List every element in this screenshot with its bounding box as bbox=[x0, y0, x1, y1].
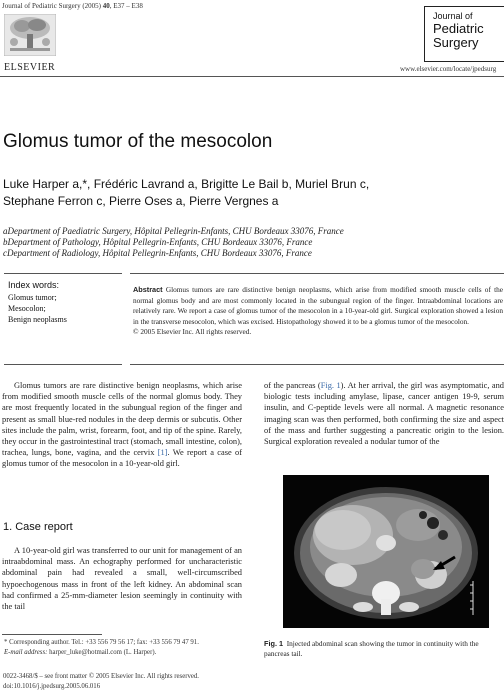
abstract bbox=[133, 285, 503, 338]
article-title: Glomus tumor of the mesocolon bbox=[3, 131, 273, 152]
issn-line: 0022-3468/$ – see front matter © 2005 Elsevier Inc. All rights reserved. bbox=[3, 673, 199, 680]
footnote-divider bbox=[2, 634, 102, 635]
authors-line-1: Luke Harper a,*, Frédéric Lavrand a, Brigitte Le Bail b, Muriel Brun c, bbox=[3, 177, 370, 191]
abstract-copyright: © 2005 Elsevier Inc. All rights reserved. bbox=[133, 327, 252, 336]
doi-line[interactable]: doi:10.1016/j.jpedsurg.2005.06.016 bbox=[3, 683, 101, 690]
intro-column bbox=[2, 380, 242, 470]
reference-link[interactable]: [1] bbox=[157, 448, 168, 458]
affiliation-b: bDepartment of Pathology, Hôpital Pellegrin-Enfants, CHU Bordeaux 33076, France bbox=[3, 237, 313, 247]
abstract-label: Abstract bbox=[133, 285, 163, 294]
header-divider bbox=[0, 76, 504, 77]
figure-caption-text: Injected abdominal scan showing the tumor in continuity with the pancreas tail. bbox=[264, 639, 479, 658]
footnote bbox=[4, 638, 246, 658]
keyword-item: Benign neoplasms bbox=[8, 315, 67, 324]
elsevier-tree-logo bbox=[4, 14, 56, 56]
copyright-footer bbox=[3, 672, 199, 692]
corresponding-author: * Corresponding author. Tel.: +33 556 79 56 17; fax: +33 556 79 47 91. bbox=[4, 639, 199, 646]
figure-label: Fig. 1 bbox=[264, 639, 284, 648]
intro-paragraph: Glomus tumors are rare distinctive benign neoplasms, which arise from modified smooth muscle cells of the normal glomus body. They are most frequently located in the subungual region of the finger and present as small blue-red nodules in the deep dermis or subcutis. Other sites include the palm, wrist, forearm, foot, and tip of the spine. Rarely, they occur in the gastrointestinal tract (stomach, small intestine, colon), trachea, lungs, bone, vagina, and the cervix [1]. We report a case of glomus tumor of the mesocolon in a 10-year-old girl. bbox=[2, 381, 242, 469]
keyword-item: Glomus tumor; bbox=[8, 293, 57, 302]
journal-url-link[interactable]: www.elsevier.com/locate/jpedsurg bbox=[400, 65, 497, 73]
affiliation-c: cDepartment of Radiology, Hôpital Pellegrin-Enfants, CHU Bordeaux 33076, France bbox=[3, 248, 312, 258]
journal-logo-line2: Pediatric bbox=[433, 21, 484, 36]
abstract-text: Glomus tumors are rare distinctive benign neoplasms, which arise from modified smooth muscle cells of the normal glomus body and are most commonly located in the subungual region of the finger. Intraabdominal locations are relatively rare. We report a case of glomus tumor of the mesocolon in a 10-year-old girl. Surgical exploration showed a lesion in the transverse mesocolon, which was excised. Histopathology showed it to be a glomus tumor of the mesocolon. bbox=[133, 285, 503, 326]
right-column bbox=[264, 380, 504, 447]
publisher-name: ELSEVIER bbox=[4, 62, 56, 73]
affiliation-a: aDepartment of Paediatric Surgery, Hôpital Pellegrin-Enfants, CHU Bordeaux 33076, France bbox=[3, 226, 344, 236]
keyword-item: Mesocolon; bbox=[8, 304, 46, 313]
keywords-title: Index words: bbox=[8, 280, 60, 290]
email-label: E-mail address: bbox=[4, 649, 48, 656]
authors-line-2: Stephane Ferron c, Pierre Oses a, Pierre Vergnes a bbox=[3, 194, 279, 208]
ct-scan-image bbox=[283, 475, 489, 628]
journal-logo-line3: Surgery bbox=[433, 35, 479, 50]
figure-link[interactable]: Fig. 1 bbox=[320, 381, 341, 390]
journal-logo-line1: Journal of bbox=[433, 11, 473, 21]
volume-number: 40 bbox=[102, 2, 110, 10]
section-heading: 1. Case report bbox=[3, 521, 73, 533]
right-paragraph: of the pancreas (Fig. 1). At her arrival, the girl was asymptomatic, and biologic tests including amylase, lipase, cancer antigen 19-9, serum insulin, and C-peptide levels were all normal. A magnetic resonance imaging scan was then performed, both confirming the size and aspect of the mass and further suggesting a pancreatic origin to the lesion. Surgical exploration revealed a nodular tumor of the bbox=[264, 381, 504, 447]
journal-citation-header: Journal of Pediatric Surgery (2005) 40, E37 – E38 bbox=[2, 2, 143, 10]
figure-caption bbox=[264, 639, 504, 659]
case-paragraph: A 10-year-old girl was transferred to our unit for management of an intraabdominal mass. An echography performed for uncharacteristic abdominal pain had revealed a small, well-circumscribed hypoechogenous mass in front of the left kidney. An abdominal scan had confirmed a 25-mm-diameter lesion seemingly in continuity with the tail bbox=[2, 546, 242, 612]
case-report-column bbox=[2, 545, 242, 612]
email-address[interactable]: harper_luke@hotmail.com (L. Harper). bbox=[49, 649, 157, 656]
affiliations bbox=[3, 226, 344, 259]
author-list bbox=[3, 176, 369, 210]
keywords-list bbox=[8, 292, 67, 325]
journal-logo bbox=[424, 6, 504, 62]
